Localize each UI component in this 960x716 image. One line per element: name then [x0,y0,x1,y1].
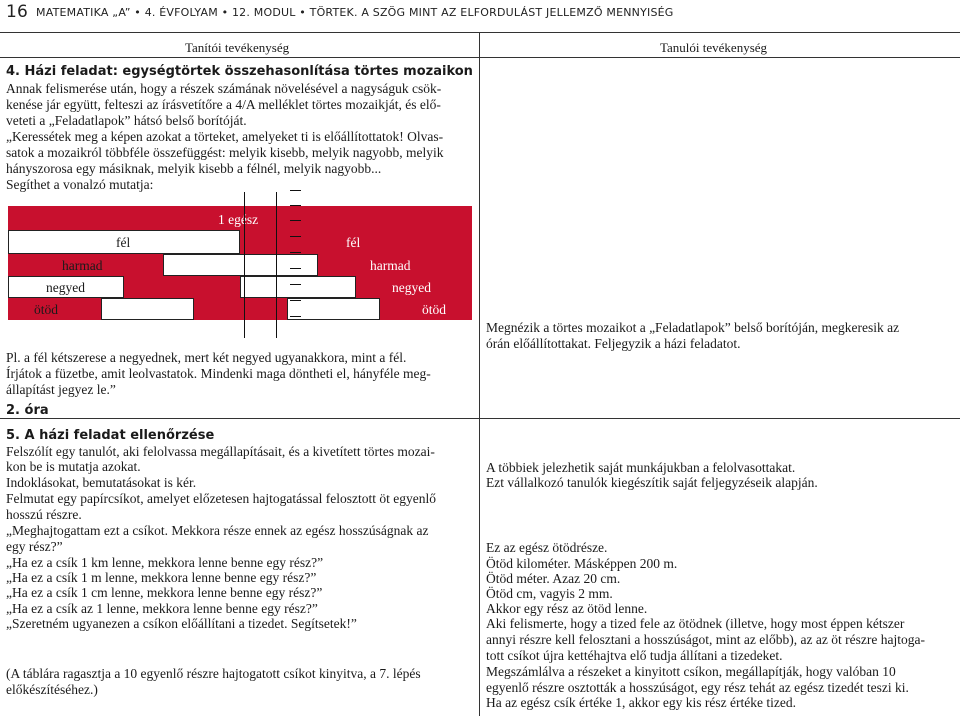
lesson-2-label: 2. óra [6,403,49,418]
text-line: kon be is mutatja azokat. [6,459,141,474]
section-4-title: 4. Házi feladat: egységtörtek összehasonlítása törtes mozaikon [6,64,473,79]
student-text-line: órán előállítottakat. Feljegyzik a házi feladatot. [486,336,741,351]
text-line: Írjátok a füzetbe, amit leolvastatok. Mindenki maga döntheti el, hányféle meg- [6,366,431,381]
student-text-line: Aki felismerte, hogy a tized fele az ötödnek (illetve, hogy most éppen kétszer [486,616,905,631]
text-line: Annak felismerése után, hogy a részek számának növelésével a nagyságuk csök- [6,81,442,96]
text-line: (A táblára ragasztja a 10 egyenlő részre hajtogatott csíkot kinyitva, a 7. lépés [6,666,421,681]
student-text-line: Megszámlálva a részeket a kinyitott csíkon, megállapítják, hogy valóban 10 [486,664,896,679]
text-line: „Keressétek meg a képen azokat a törteket, amelyeket ti is előállítottatok! Olvas- [6,129,444,144]
lesson-divider-rule [0,418,960,419]
text-line: satok a mozaikról többféle összefüggést: melyik kisebb, melyik nagyobb, melyik [6,145,444,160]
student-text-line: Ötöd kilométer. Másképpen 200 m. [486,556,678,571]
text-line: Segíthet a vonalzó mutatja: [6,177,154,192]
text-line: Indoklásokat, bemutatásokat is kér. [6,475,197,490]
text-line: előkészítéséhez.) [6,682,98,697]
student-text-line: tott csíkot újra kettéhajtva elő tudja állítani a tizedeket. [486,648,783,663]
mosaic-fifth-2 [101,298,194,320]
page-number: 16 [6,2,29,22]
ruler-tick [290,220,301,221]
ruler-tick [290,205,301,206]
student-column-heading: Tanulói tevékenység [660,40,768,55]
mosaic-label-half-left: fél [116,235,131,250]
text-line: állapítást jegyez le.” [6,382,116,397]
text-line: egy rész?” [6,539,63,554]
column-divider [479,32,480,716]
ruler-edge-right [276,192,277,338]
student-text-line: egyenlő részre osztották a hosszúságot, egy rész tehát az egész tizedét teszi ki. [486,680,909,695]
ruler-tick [290,284,301,285]
student-text-line: annyi részre kell felosztani a hosszúságot, mint az előbb), az az öt részre hajtoga- [486,632,925,647]
running-header [0,0,960,24]
mosaic-label-quarter-right: negyed [392,280,431,295]
ruler-edge-left [244,192,245,338]
ruler-tick [290,300,301,301]
student-text-line: Ötöd cm, vagyis 2 mm. [486,586,613,601]
table-top-rule [0,32,960,33]
student-text-line: Akkor egy rész az ötöd lenne. [486,601,648,616]
text-line: hosszú részre. [6,507,82,522]
text-line: kenése jár együtt, felteszi az írásvetítőre a 4/A melléklet törtes mozaikját, és elő- [6,97,441,112]
text-line: „Meghajtogattam ezt a csíkot. Mekkora része ennek az egész hosszúságnak az [6,523,429,538]
ruler-tick [290,268,301,269]
student-text-line: Ötöd méter. Azaz 20 cm. [486,571,621,586]
student-text-line: Ezt vállalkozó tanulók kiegészítik saját feljegyzéseik alapján. [486,475,818,490]
text-line: „Ha ez a csík 1 m lenne, mekkora lenne benne egy rész?” [6,570,317,585]
student-text-line: Ez az egész ötödrésze. [486,540,608,555]
header-title: MATEMATIKA „A” • 4. ÉVFOLYAM • 12. MODUL • TÖRTEK. A SZÖG MINT AZ ELFORDULÁST JELLEMZŐ MENNYISÉG [36,5,674,19]
text-line: hányszorosa egy másiknak, melyik kisebb a félnél, melyik nagyobb... [6,161,382,176]
student-text-line: Ha az egész csík értéke 1, akkor egy kis rész értéke tized. [486,695,796,710]
text-line: „Ha ez a csík 1 km lenne, mekkora lenne benne egy rész?” [6,555,324,570]
mosaic-label-fifth-left: ötöd [34,302,59,317]
section-5-title: 5. A házi feladat ellenőrzése [6,428,215,443]
mosaic-quarter-3 [240,276,356,298]
mosaic-third-2 [163,254,318,276]
student-text-line: A többiek jelezhetik saját munkájukban a felolvasottakat. [486,460,796,475]
mosaic-quarter-2 [124,276,240,298]
student-text-line: Megnézik a törtes mozaikot a „Feladatlapok” belső borítóján, megkeresik az [486,320,900,335]
ruler-tick [290,316,301,317]
mosaic-label-whole: 1 egész [218,212,259,227]
table-header-rule [0,57,960,58]
mosaic-label-fifth-right: ötöd [422,302,447,317]
text-line: „Ha ez a csík 1 cm lenne, mekkora lenne benne egy rész?” [6,585,323,600]
ruler-tick [290,236,301,237]
ruler-tick [290,190,301,191]
mosaic-fifth-3 [194,298,287,320]
mosaic-label-quarter-left: negyed [46,280,85,295]
text-line: Pl. a fél kétszerese a negyednek, mert két negyed ugyanakkora, mint a fél. [6,350,407,365]
text-line: Felmutat egy papírcsíkot, amelyet előzetesen hajtogatással felosztott öt egyenlő [6,491,436,506]
teacher-column-heading: Tanítói tevékenység [185,40,290,55]
mosaic-label-third-left: harmad [62,258,103,273]
text-line: „Szeretném ugyanezen a csíkon előállítani a tizedet. Segítsetek!” [6,616,357,631]
mosaic-label-half-right: fél [346,235,361,250]
text-line: Felszólít egy tanulót, aki felolvassa megállapításait, és a kivetített törtes mozai- [6,444,435,459]
mosaic-label-third-right: harmad [370,258,411,273]
ruler-tick [290,252,301,253]
text-line: veteti a „Feladatlapok” hátsó belső borítóját. [6,113,247,128]
text-line: „Ha ez a csík az 1 lenne, mekkora lenne benne egy rész?” [6,601,318,616]
